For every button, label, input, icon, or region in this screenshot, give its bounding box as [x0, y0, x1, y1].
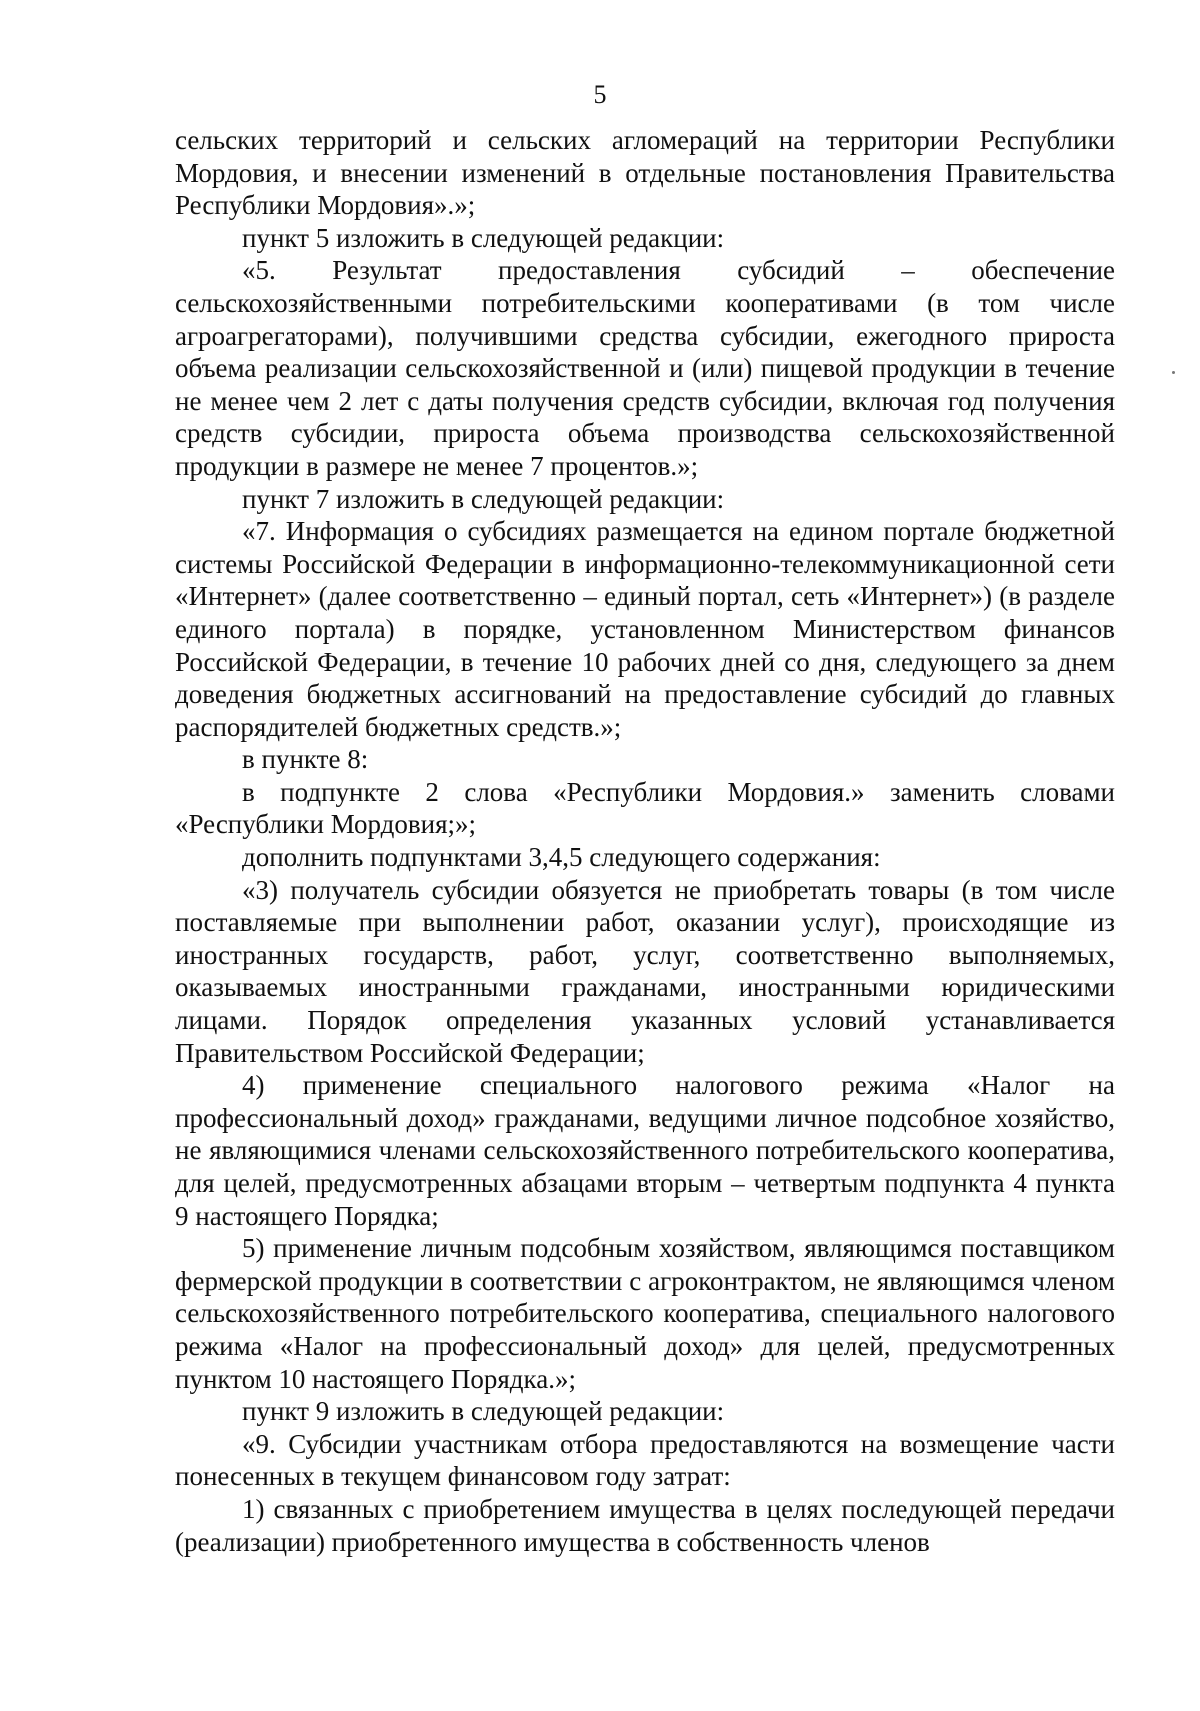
page-number: 5 — [593, 80, 607, 109]
paragraph: «5. Результат предоставления субсидий – обеспечение сельскохозяйственными потребительскими кооперативами (в том числе агроагрегаторами), получившими средства субсидии, ежегодного прироста объема реализации сельскохозяйственной и (или) пищевой продукции в течение не менее чем 2 лет с даты получения средств субсидии, включая год получения средств субсидии, прироста объема производства сельскохозяйственной продукции в размере не менее 7 процентов.»; — [175, 255, 1115, 481]
paragraph: 1) связанных с приобретением имущества в целях последующей передачи (реализации) приобретенного имущества в собственность членов — [175, 1493, 1115, 1557]
paragraph: «7. Информация о субсидиях размещается на едином портале бюджетной системы Российской Федерации в информационно-телекоммуникационной сети «Интернет» (далее соответственно – единый портал, сеть «Интернет») (в разделе единого портала) в порядке, установленном Министерством финансов Российской Федерации, в течение 10 рабочих дней со дня, следующего за днем доведения бюджетных ассигнований на предоставление субсидий до главных распорядителей бюджетных средств.»; — [175, 516, 1115, 742]
paragraph: в пункте 8: — [242, 744, 369, 775]
paragraph: пункт 9 изложить в следующей редакции: — [242, 1396, 725, 1427]
document-body — [175, 124, 1115, 1558]
paragraph: 5) применение личным подсобным хозяйством, являющимся поставщиком фермерской продукции в соответствии с агроконтрактом, не являющимся членом сельскохозяйственного потребительского кооператива, специального налогового режима «Налог на профессиональный доход» для целей, предусмотренных пунктом 10 настоящего Порядка.»; — [175, 1233, 1115, 1394]
paragraph: дополнить подпунктами 3,4,5 следующего содержания: — [242, 842, 881, 873]
paragraph: пункт 5 изложить в следующей редакции: — [242, 222, 725, 253]
paragraph: сельских территорий и сельских агломераций на территории Республики Мордовия, и внесении изменений в отдельные постановления Правительства Республики Мордовия».»; — [175, 125, 1115, 221]
paragraph: «3) получатель субсидии обязуется не приобретать товары (в том числе поставляемые при выполнении работ, оказании услуг), происходящие из иностранных государств, работ, услуг, соответственно выполняемых, оказываемых иностранными гражданами, иностранными юридическими лицами. Порядок определения указанных условий устанавливается Правительством Российской Федерации; — [175, 874, 1115, 1068]
paragraph: «9. Субсидии участникам отбора предоставляются на возмещение части понесенных в текущем финансовом году затрат: — [175, 1428, 1115, 1492]
paragraph: 4) применение специального налогового режима «Налог на профессиональный доход» гражданами, ведущими личное подсобное хозяйство, не являющимися членами сельскохозяйственного потребительского кооператива, для целей, предусмотренных абзацами вторым – четвертым подпункта 4 пункта 9 настоящего Порядка; — [175, 1070, 1115, 1231]
paragraph: пункт 7 изложить в следующей редакции: — [242, 483, 725, 514]
paragraph: в подпункте 2 слова «Республики Мордовия.» заменить словами «Республики Мордовия;»; — [175, 776, 1115, 840]
scan-speck — [1172, 371, 1175, 374]
